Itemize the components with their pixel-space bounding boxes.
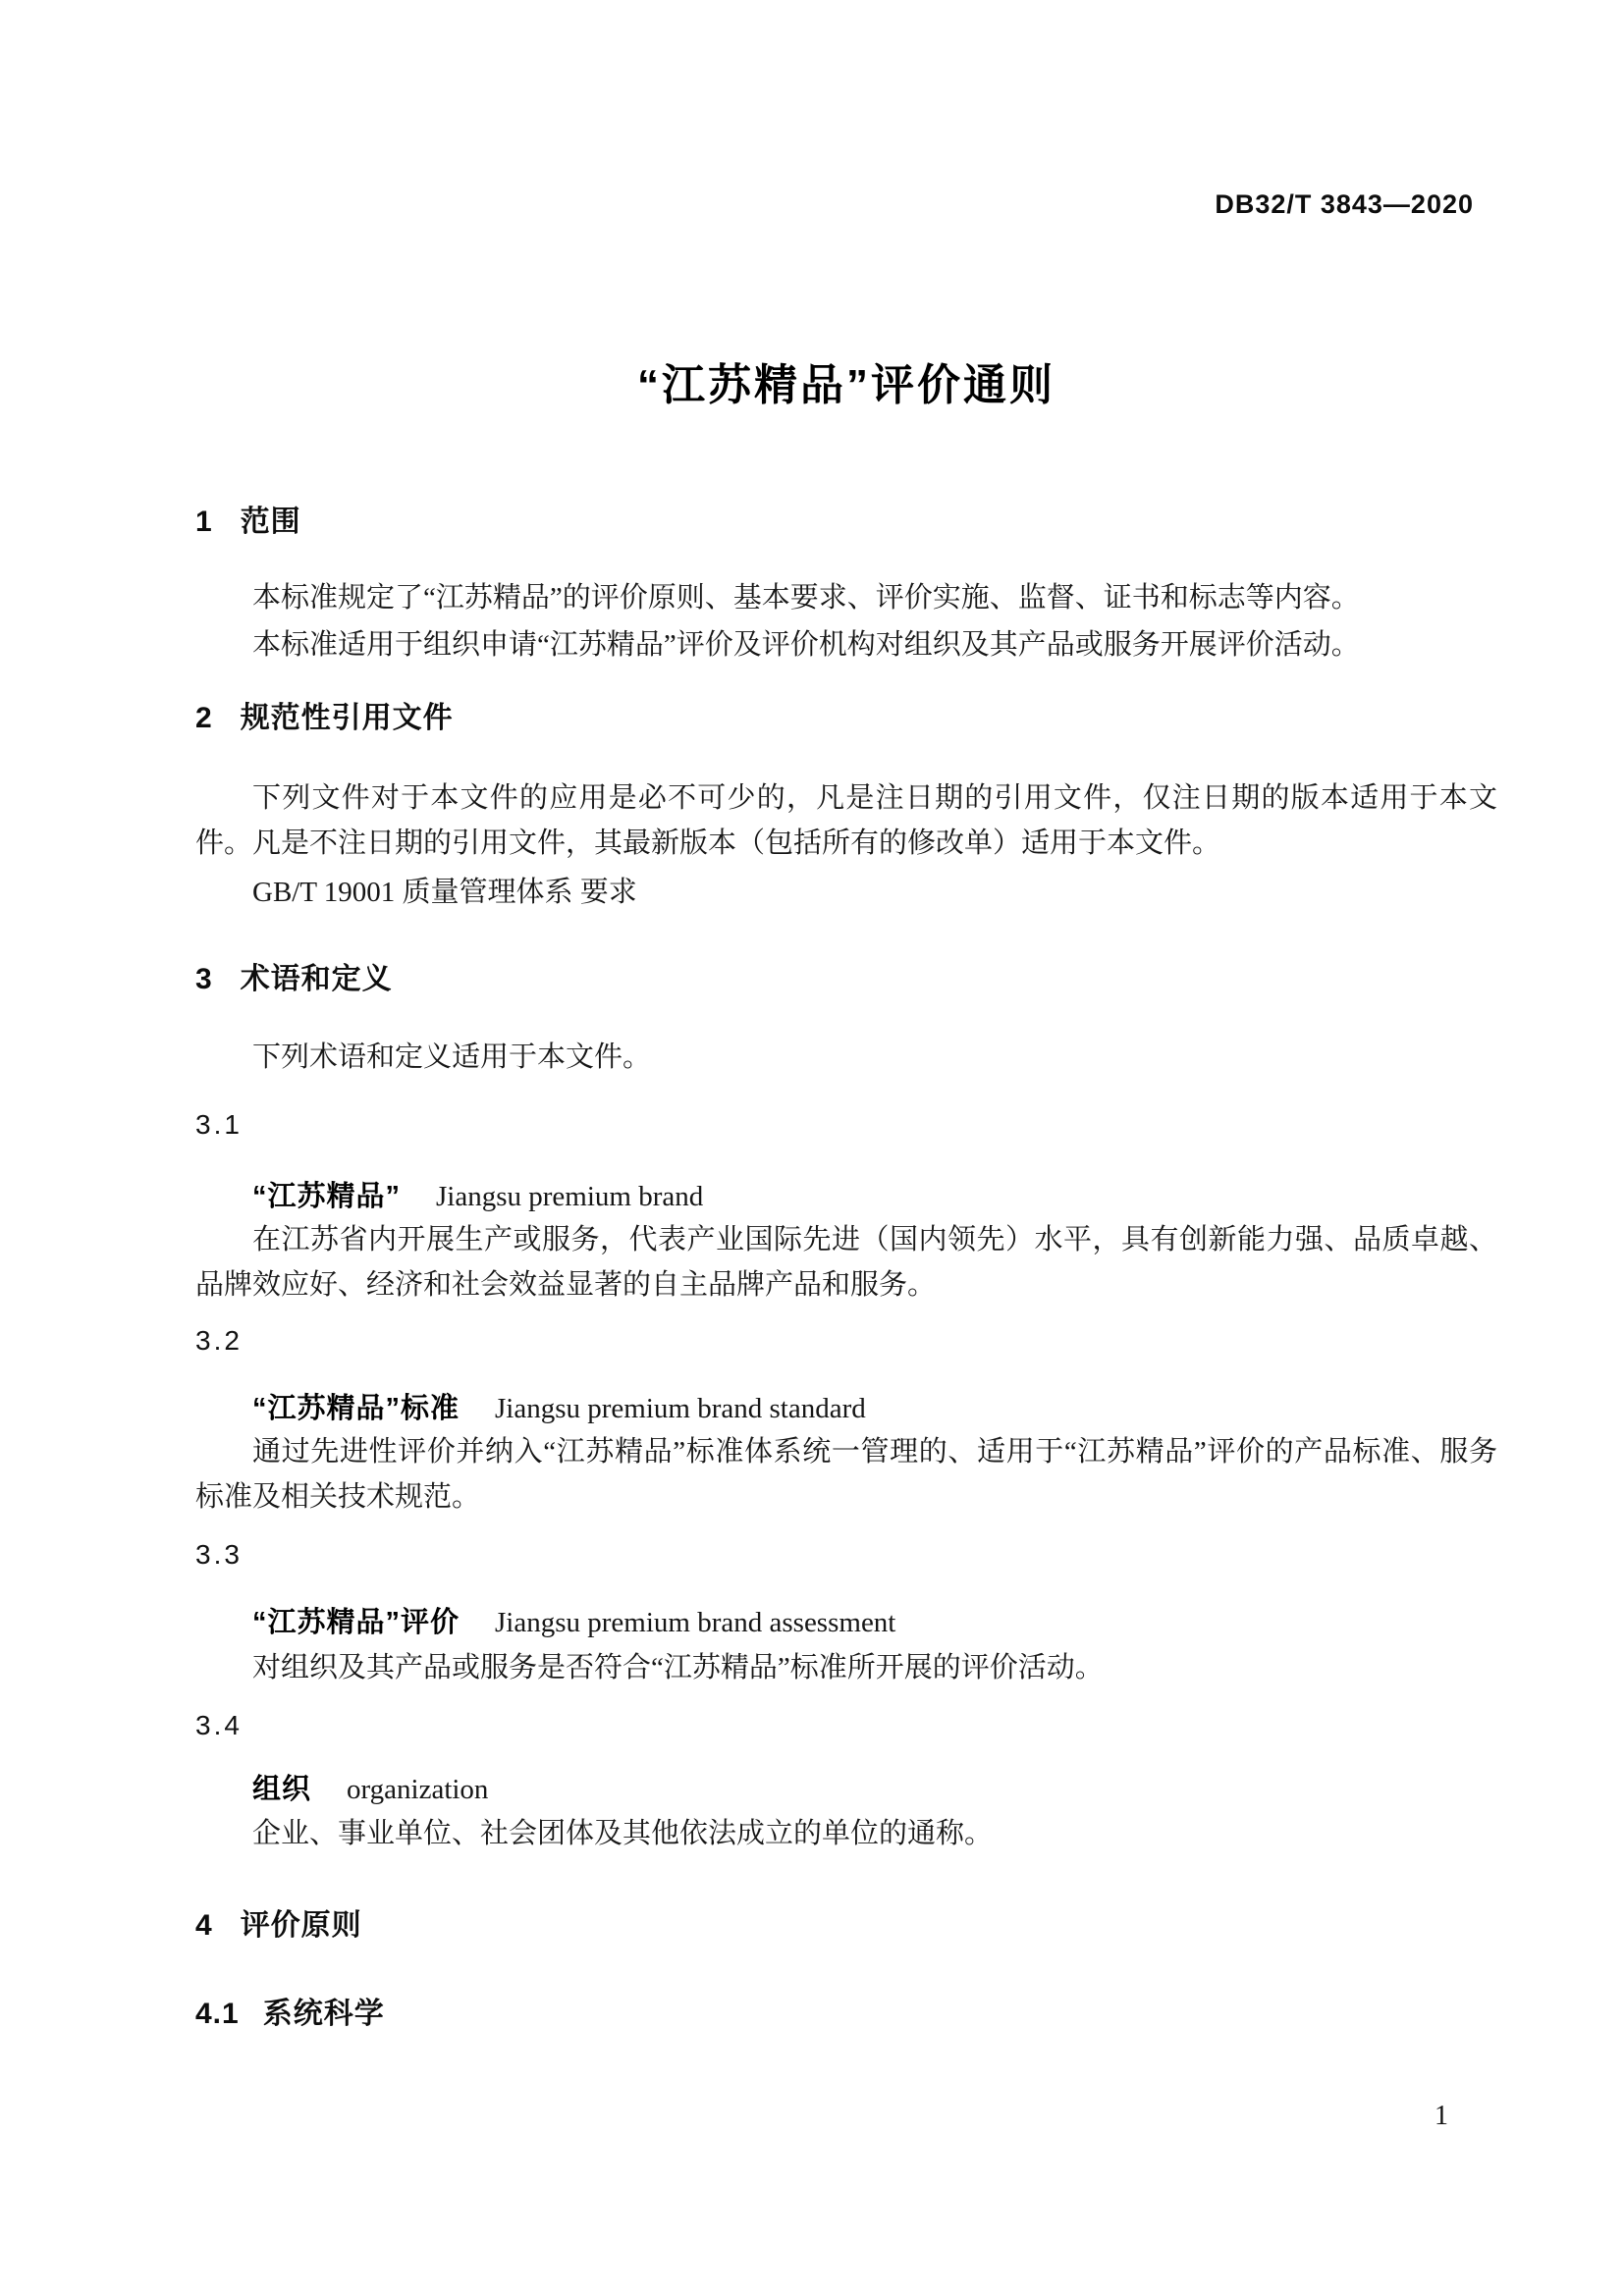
term-3-2-zh: “江苏精品”标准 xyxy=(252,1393,460,1424)
section-1-heading xyxy=(195,497,301,540)
term-3-1-definition: 在江苏省内开展生产或服务，代表产业国际先进（国内领先）水平，具有创新能力强、品质卓越、品牌效应好、经济和社会效益显著的自主品牌产品和服务。 xyxy=(195,1224,1497,1301)
section-1-label: 范围 xyxy=(240,506,301,538)
scope-paragraph-2: 本标准适用于组织申请“江苏精品”评价及评价机构对组织及其产品或服务开展评价活动。 xyxy=(252,629,1360,661)
section-2-label: 规范性引用文件 xyxy=(240,702,454,734)
section-2-heading xyxy=(195,693,454,736)
term-3-2-definition: 通过先进性评价并纳入“江苏精品”标准体系统一管理的、适用于“江苏精品”评价的产品标准、服务标准及相关技术规范。 xyxy=(195,1436,1497,1513)
term-3-1 xyxy=(252,1174,703,1214)
doc-code: DB32/T 3843—2020 xyxy=(1215,189,1474,219)
term-3-3 xyxy=(252,1600,895,1640)
term-3-3-en: Jiangsu premium brand assessment xyxy=(495,1607,896,1638)
term-3-4 xyxy=(252,1767,488,1807)
term-3-4-definition: 企业、事业单位、社会团体及其他依法成立的单位的通称。 xyxy=(252,1818,994,1849)
section-3-heading xyxy=(195,954,393,997)
term-3-2-en: Jiangsu premium brand standard xyxy=(495,1393,866,1424)
scope-paragraph-1: 本标准规定了“江苏精品”的评价原则、基本要求、评价实施、监督、证书和标志等内容。 xyxy=(252,582,1360,614)
section-1-number: 1 xyxy=(195,506,213,538)
section-3-label: 术语和定义 xyxy=(240,963,393,995)
clause-3-3-number: 3.3 xyxy=(195,1539,243,1570)
terms-intro: 下列术语和定义适用于本文件。 xyxy=(252,1041,652,1073)
section-4-number: 4 xyxy=(195,1909,213,1942)
section-3-number: 3 xyxy=(195,963,213,995)
clause-3-2-number: 3.2 xyxy=(195,1325,243,1356)
term-3-3-definition: 对组织及其产品或服务是否符合“江苏精品”标准所开展的评价活动。 xyxy=(252,1652,1104,1683)
normative-reference: GB/T 19001 质量管理体系 要求 xyxy=(252,877,637,908)
term-3-4-zh: 组织 xyxy=(252,1774,312,1805)
clause-3-1-number: 3.1 xyxy=(195,1109,243,1140)
term-3-1-en: Jiangsu premium brand xyxy=(436,1181,704,1212)
section-4-1-number: 4.1 xyxy=(195,1998,240,2030)
term-3-1-zh: “江苏精品” xyxy=(252,1181,402,1212)
term-3-2 xyxy=(252,1386,866,1426)
page-number: 1 xyxy=(1435,2101,1448,2131)
normative-paragraph: 下列文件对于本文件的应用是必不可少的，凡是注日期的引用文件，仅注日期的版本适用于本文件。凡是不注日期的引用文件，其最新版本（包括所有的修改单）适用于本文件。 xyxy=(195,782,1497,859)
section-4-1-heading xyxy=(195,1989,385,2032)
term-3-3-zh: “江苏精品”评价 xyxy=(252,1607,460,1638)
section-4-heading xyxy=(195,1900,362,1944)
term-3-4-en: organization xyxy=(347,1774,489,1805)
section-4-label: 评价原则 xyxy=(240,1909,362,1942)
page-title: “江苏精品”评价通则 xyxy=(637,361,1056,409)
clause-3-4-number: 3.4 xyxy=(195,1710,243,1740)
section-2-number: 2 xyxy=(195,702,213,734)
section-4-1-label: 系统科学 xyxy=(262,1998,385,2030)
